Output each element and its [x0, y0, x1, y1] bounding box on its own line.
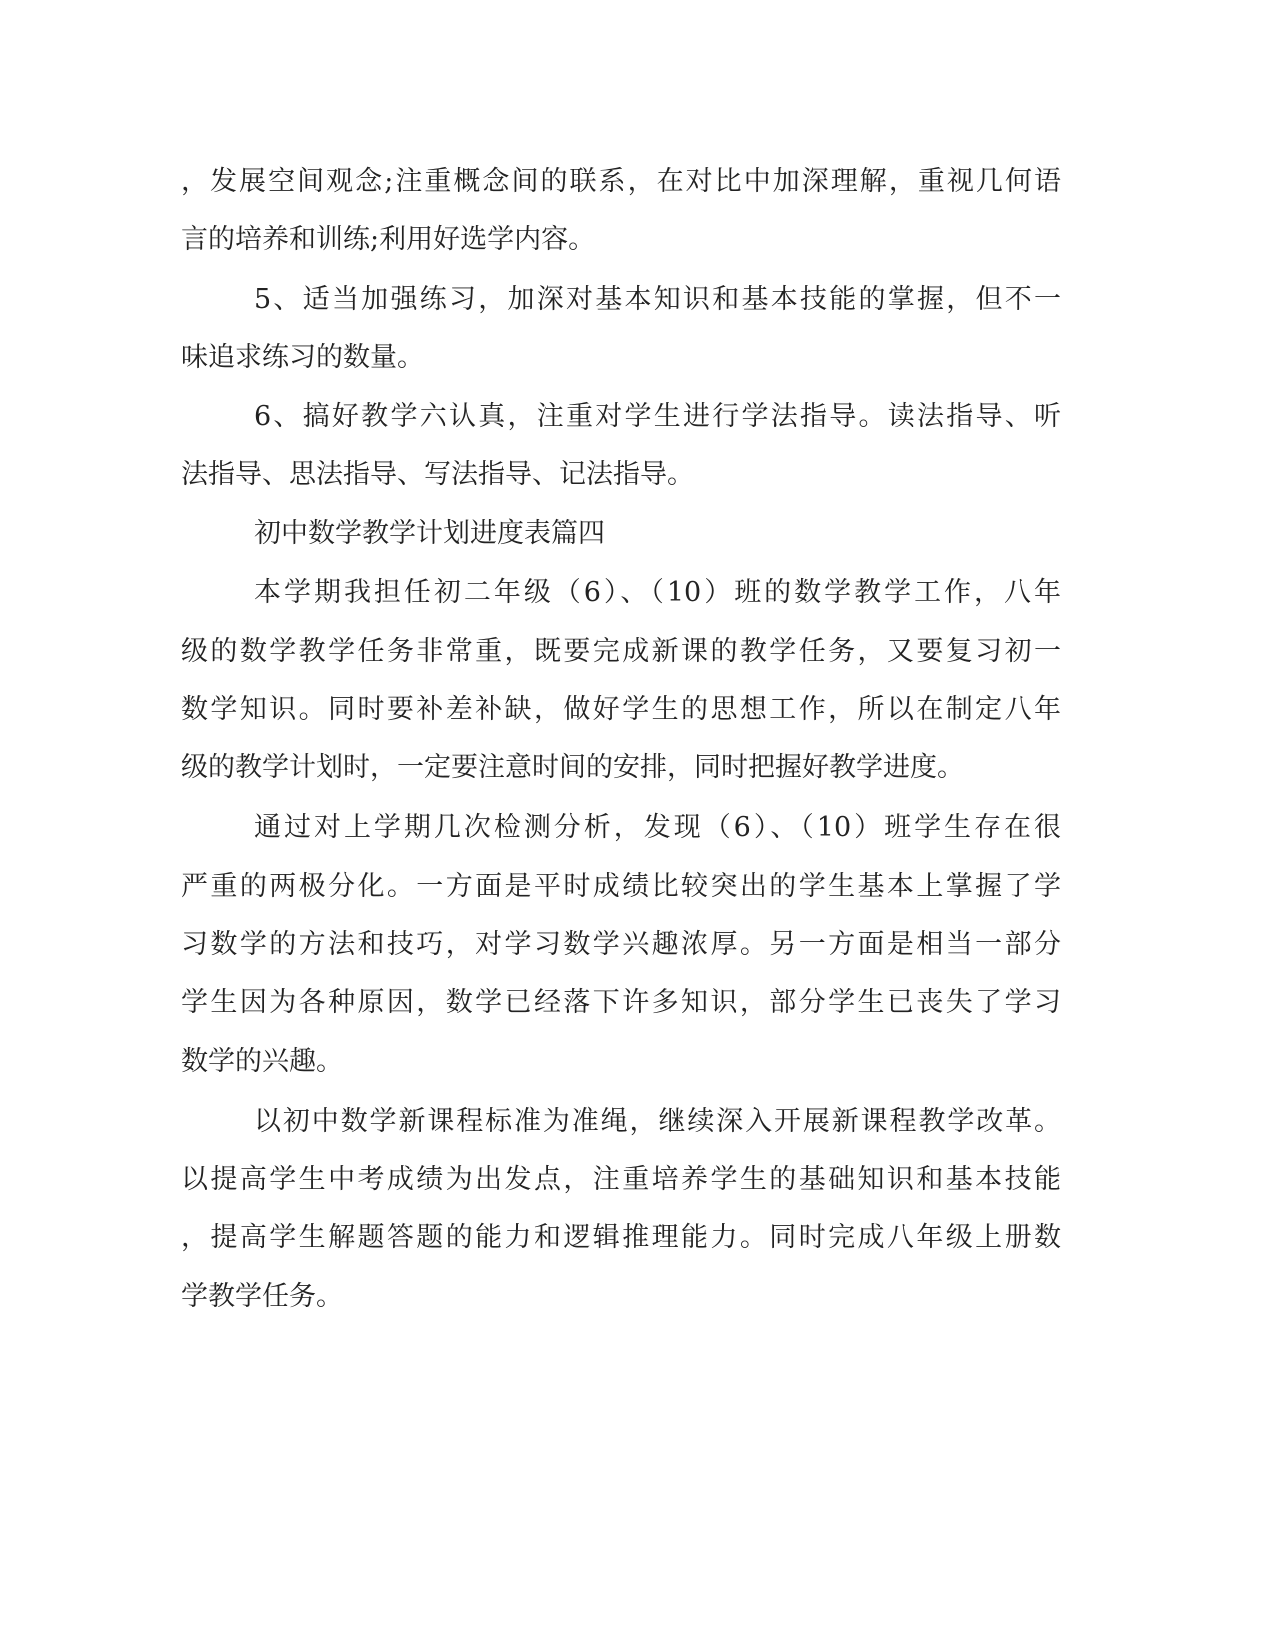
text-line: 学教学任务。: [181, 1281, 343, 1312]
text-line: 言的培养和训练;利用好选学内容。: [181, 224, 596, 255]
text-line: 以提高学生中考成绩为出发点，注重培养学生的基础知识和基本技能: [181, 1164, 1061, 1195]
text-line: 习数学的方法和技巧，对学习数学兴趣浓厚。另一方面是相当一部分: [181, 929, 1061, 960]
text-line: 严重的两极分化。一方面是平时成绩比较突出的学生基本上掌握了学: [181, 871, 1061, 902]
text-line: 级的数学教学任务非常重，既要完成新课的教学任务，又要复习初一: [181, 636, 1061, 667]
text-line: 数学知识。同时要补差补缺，做好学生的思想工作，所以在制定八年: [181, 694, 1061, 725]
text-line: 通过对上学期几次检测分析，发现（6）、（10）班学生存在很: [254, 812, 1061, 843]
text-line: 味追求练习的数量。: [181, 342, 424, 373]
text-line: 本学期我担任初二年级（6）、（10）班的数学教学工作，八年: [254, 577, 1061, 608]
text-line: 以初中数学新课程标准为准绳，继续深入开展新课程教学改革。: [254, 1106, 1061, 1137]
text-line: 数学的兴趣。: [181, 1046, 343, 1077]
text-line: 学生因为各种原因，数学已经落下许多知识，部分学生已丧失了学习: [181, 987, 1061, 1018]
section-heading: 初中数学教学计划进度表篇四: [254, 518, 605, 549]
text-line: 5、适当加强练习，加深对基本知识和基本技能的掌握，但不一: [254, 284, 1061, 315]
text-line: ，发展空间观念;注重概念间的联系，在对比中加深理解，重视几何语: [181, 166, 1061, 197]
text-line: 级的教学计划时，一定要注意时间的安排，同时把握好教学进度。: [181, 752, 964, 783]
text-line: 6、搞好教学六认真，注重对学生进行学法指导。读法指导、听: [254, 401, 1061, 432]
text-line: ，提高学生解题答题的能力和逻辑推理能力。同时完成八年级上册数: [181, 1222, 1061, 1253]
text-line: 法指导、思法指导、写法指导、记法指导。: [181, 459, 694, 490]
